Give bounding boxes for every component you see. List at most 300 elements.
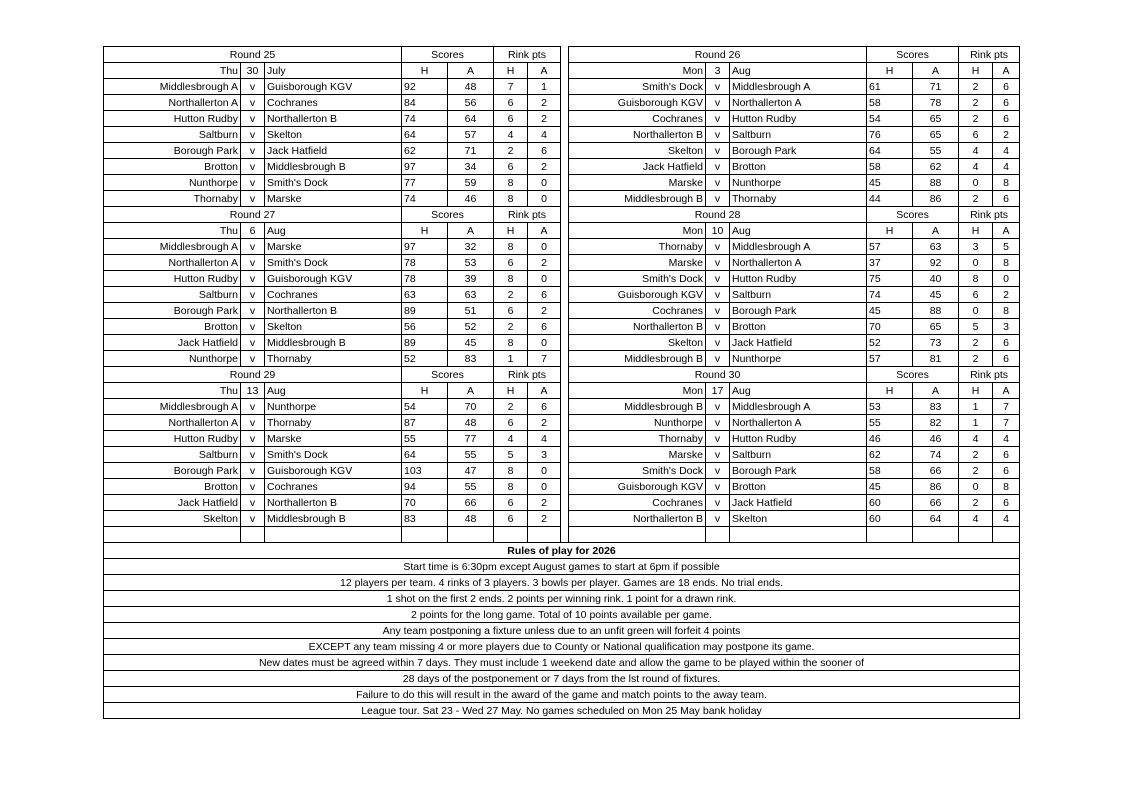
home-team: Brotton [104,159,241,175]
score-away: 88 [913,175,959,191]
round-month: Aug [730,63,867,79]
rink-pts-home: 8 [959,271,993,287]
column-gap [561,335,569,351]
score-away: 63 [913,239,959,255]
home-team: Middlesbrough A [104,399,241,415]
score-away: 82 [913,415,959,431]
score-home: 97 [402,159,448,175]
rink-pts-away: 4 [993,143,1020,159]
score-home: 70 [402,495,448,511]
rink-pts-away: 6 [993,111,1020,127]
blank-cell [913,527,959,543]
rink-pts-header: Rink pts [494,207,561,223]
score-away: 71 [913,79,959,95]
home-team: Brotton [104,319,241,335]
score-home: 62 [867,447,913,463]
away-team: Guisborough KGV [265,463,402,479]
score-away: 66 [448,495,494,511]
score-home: 64 [402,447,448,463]
away-team: Brotton [730,479,867,495]
away-team: Saltburn [730,127,867,143]
rink-pts-home: 6 [494,495,528,511]
score-away: 53 [448,255,494,271]
score-home: 46 [867,431,913,447]
rink-pts-home: 2 [959,111,993,127]
versus-separator: v [241,303,265,319]
column-gap [561,319,569,335]
home-team: Marske [569,255,706,271]
score-away: 55 [448,479,494,495]
column-gap [561,479,569,495]
score-home: 70 [867,319,913,335]
rink-pts-home: 8 [494,463,528,479]
rule-line: 2 points for the long game. Total of 10 points available per game. [104,607,1020,623]
away-team: Smith's Dock [265,175,402,191]
score-home: 60 [867,511,913,527]
away-team: Jack Hatfield [265,143,402,159]
rink-pts-home: 2 [494,319,528,335]
round-title: Round 30 [569,367,867,383]
rink-h-header: H [494,223,528,239]
rink-pts-home: 1 [959,415,993,431]
score-away: 71 [448,143,494,159]
scores-h-header: H [867,63,913,79]
rink-pts-home: 2 [959,495,993,511]
score-away: 66 [913,463,959,479]
rink-pts-home: 4 [959,511,993,527]
table-row [104,319,1020,335]
home-team: Jack Hatfield [569,159,706,175]
score-home: 83 [402,511,448,527]
rink-pts-away: 2 [528,495,561,511]
scores-a-header: A [448,63,494,79]
rink-pts-away: 7 [993,415,1020,431]
versus-separator: v [706,111,730,127]
rink-pts-home: 6 [494,511,528,527]
rink-pts-away: 6 [528,319,561,335]
rink-pts-away: 2 [528,255,561,271]
versus-separator: v [241,239,265,255]
versus-separator: v [706,447,730,463]
away-team: Nunthorpe [265,399,402,415]
score-away: 48 [448,79,494,95]
round-month: July [265,63,402,79]
column-gap [561,127,569,143]
away-team: Northallerton B [265,111,402,127]
away-team: Marske [265,239,402,255]
rink-pts-away: 6 [993,79,1020,95]
home-team: Marske [569,175,706,191]
score-home: 64 [402,127,448,143]
score-away: 48 [448,415,494,431]
fixtures-table [103,46,1020,719]
rule-line: New dates must be agreed within 7 days. They must include 1 weekend date and allow the game to be played within the sooner of [104,655,1020,671]
rink-pts-home: 2 [959,79,993,95]
versus-separator: v [241,351,265,367]
rink-a-header: A [528,383,561,399]
column-gap [561,223,569,239]
rink-pts-away: 7 [528,351,561,367]
score-away: 64 [448,111,494,127]
home-team: Northallerton A [104,415,241,431]
home-team: Saltburn [104,447,241,463]
score-away: 63 [448,287,494,303]
home-team: Nunthorpe [569,415,706,431]
home-team: Northallerton A [104,95,241,111]
rink-pts-away: 8 [993,303,1020,319]
rink-pts-home: 8 [494,479,528,495]
table-row [104,239,1020,255]
round-month: Aug [265,383,402,399]
score-home: 53 [867,399,913,415]
rink-pts-away: 6 [528,287,561,303]
table-row [104,463,1020,479]
column-gap [561,495,569,511]
score-away: 46 [448,191,494,207]
rink-pts-away: 6 [528,399,561,415]
round-title: Round 27 [104,207,402,223]
score-home: 58 [867,95,913,111]
rink-pts-home: 0 [959,303,993,319]
versus-separator: v [241,175,265,191]
rule-row [104,623,1020,639]
home-team: Hutton Rudby [104,271,241,287]
rink-pts-away: 8 [993,479,1020,495]
score-away: 51 [448,303,494,319]
scores-header: Scores [867,207,959,223]
rule-line: Any team postponing a fixture unless due to an unfit green will forfeit 4 points [104,623,1020,639]
home-team: Northallerton B [569,511,706,527]
away-team: Guisborough KGV [265,271,402,287]
table-row [104,447,1020,463]
rule-line: EXCEPT any team missing 4 or more players due to County or National qualification may postpone its game. [104,639,1020,655]
score-home: 63 [402,287,448,303]
rink-pts-home: 6 [494,159,528,175]
away-team: Hutton Rudby [730,111,867,127]
round-date: 17 [706,383,730,399]
column-gap [561,447,569,463]
home-team: Cochranes [569,303,706,319]
home-team: Smith's Dock [569,79,706,95]
rules-title-row [104,543,1020,559]
versus-separator: v [241,191,265,207]
home-team: Middlesbrough A [104,239,241,255]
rink-a-header: A [528,63,561,79]
rink-pts-away: 0 [528,479,561,495]
home-team: Thornaby [569,239,706,255]
rink-pts-away: 2 [528,159,561,175]
scores-h-header: H [402,63,448,79]
score-home: 52 [402,351,448,367]
score-away: 57 [448,127,494,143]
score-home: 78 [402,255,448,271]
table-row [104,143,1020,159]
column-gap [561,383,569,399]
away-team: Guisborough KGV [265,79,402,95]
score-away: 81 [913,351,959,367]
table-row [104,399,1020,415]
rink-pts-home: 2 [494,143,528,159]
score-away: 45 [913,287,959,303]
table-row [104,95,1020,111]
score-home: 77 [402,175,448,191]
rink-pts-home: 6 [959,127,993,143]
table-row [104,255,1020,271]
versus-separator: v [241,431,265,447]
home-team: Marske [569,447,706,463]
rule-row [104,575,1020,591]
round-day: Mon [569,63,706,79]
rink-pts-away: 8 [993,255,1020,271]
away-team: Borough Park [730,143,867,159]
rink-pts-home: 0 [959,255,993,271]
away-team: Skelton [265,319,402,335]
scores-a-header: A [913,383,959,399]
versus-separator: v [241,399,265,415]
round-date-row [104,223,1020,239]
column-gap [561,415,569,431]
home-team: Northallerton B [569,127,706,143]
rule-line: 1 shot on the first 2 ends. 2 points per winning rink. 1 point for a drawn rink. [104,591,1020,607]
rink-pts-home: 4 [494,431,528,447]
table-row [104,511,1020,527]
away-team: Borough Park [730,463,867,479]
rink-pts-away: 4 [528,127,561,143]
rink-pts-home: 2 [494,399,528,415]
rink-pts-home: 3 [959,239,993,255]
scores-h-header: H [402,223,448,239]
versus-separator: v [241,463,265,479]
score-away: 65 [913,111,959,127]
rink-pts-home: 4 [959,143,993,159]
versus-separator: v [706,415,730,431]
home-team: Middlesbrough B [569,399,706,415]
versus-separator: v [706,239,730,255]
rink-pts-away: 0 [528,239,561,255]
rule-row [104,671,1020,687]
rink-pts-home: 2 [959,447,993,463]
column-gap [561,239,569,255]
home-team: Brotton [104,479,241,495]
score-home: 92 [402,79,448,95]
versus-separator: v [241,287,265,303]
scores-a-header: A [448,383,494,399]
home-team: Hutton Rudby [104,431,241,447]
score-away: 86 [913,191,959,207]
rule-row [104,591,1020,607]
rink-pts-away: 2 [528,511,561,527]
away-team: Jack Hatfield [730,335,867,351]
versus-separator: v [706,287,730,303]
blank-cell [494,527,528,543]
score-home: 44 [867,191,913,207]
versus-separator: v [241,143,265,159]
home-team: Jack Hatfield [104,335,241,351]
round-date: 10 [706,223,730,239]
rule-line: 12 players per team. 4 rinks of 3 players. 3 bowls per player. Games are 18 ends. No trial ends. [104,575,1020,591]
versus-separator: v [706,271,730,287]
versus-separator: v [706,159,730,175]
round-day: Thu [104,383,241,399]
away-team: Cochranes [265,287,402,303]
away-team: Skelton [265,127,402,143]
score-home: 64 [867,143,913,159]
scores-h-header: H [867,383,913,399]
away-team: Middlesbrough A [730,239,867,255]
score-home: 89 [402,335,448,351]
versus-separator: v [241,271,265,287]
away-team: Northallerton B [265,303,402,319]
table-row [104,495,1020,511]
away-team: Marske [265,431,402,447]
home-team: Skelton [569,143,706,159]
table-row [104,303,1020,319]
versus-separator: v [241,79,265,95]
score-home: 37 [867,255,913,271]
versus-separator: v [706,479,730,495]
versus-separator: v [706,143,730,159]
score-away: 78 [913,95,959,111]
away-team: Jack Hatfield [730,495,867,511]
rink-pts-away: 4 [993,511,1020,527]
home-team: Guisborough KGV [569,287,706,303]
versus-separator: v [241,111,265,127]
versus-separator: v [706,399,730,415]
score-away: 59 [448,175,494,191]
away-team: Northallerton B [265,495,402,511]
away-team: Saltburn [730,447,867,463]
rink-pts-home: 0 [959,479,993,495]
versus-separator: v [241,127,265,143]
score-away: 65 [913,319,959,335]
score-home: 87 [402,415,448,431]
score-home: 52 [867,335,913,351]
table-row [104,79,1020,95]
column-gap [561,159,569,175]
rink-pts-home: 6 [494,303,528,319]
round-date: 30 [241,63,265,79]
home-team: Cochranes [569,111,706,127]
rink-pts-away: 2 [528,111,561,127]
rink-pts-away: 6 [993,351,1020,367]
score-away: 65 [913,127,959,143]
versus-separator: v [241,511,265,527]
column-gap [561,463,569,479]
rink-pts-home: 2 [959,335,993,351]
score-away: 86 [913,479,959,495]
versus-separator: v [706,127,730,143]
rink-pts-header: Rink pts [959,207,1020,223]
rink-pts-away: 6 [993,495,1020,511]
round-date-row [104,383,1020,399]
rule-line: League tour. Sat 23 - Wed 27 May. No games scheduled on Mon 25 May bank holiday [104,703,1020,719]
scores-header: Scores [867,367,959,383]
column-gap [561,95,569,111]
rink-pts-away: 0 [528,335,561,351]
rink-pts-home: 2 [959,95,993,111]
column-gap [561,255,569,271]
away-team: Brotton [730,159,867,175]
score-home: 103 [402,463,448,479]
score-home: 78 [402,271,448,287]
score-away: 62 [913,159,959,175]
rink-pts-home: 2 [959,191,993,207]
score-home: 54 [402,399,448,415]
home-team: Thornaby [104,191,241,207]
score-home: 97 [402,239,448,255]
rink-pts-away: 6 [993,447,1020,463]
column-gap [561,111,569,127]
away-team: Middlesbrough B [265,511,402,527]
rink-pts-home: 5 [959,319,993,335]
rink-a-header: A [993,223,1020,239]
score-home: 58 [867,159,913,175]
versus-separator: v [241,255,265,271]
column-gap [561,143,569,159]
rink-h-header: H [959,223,993,239]
home-team: Middlesbrough B [569,191,706,207]
score-home: 62 [402,143,448,159]
rink-pts-home: 8 [494,239,528,255]
score-away: 45 [448,335,494,351]
rink-pts-away: 0 [528,175,561,191]
round-title-row [104,47,1020,63]
rink-pts-header: Rink pts [494,367,561,383]
away-team: Hutton Rudby [730,271,867,287]
scores-h-header: H [402,383,448,399]
rink-h-header: H [959,383,993,399]
blank-cell [569,527,706,543]
rink-pts-away: 7 [993,399,1020,415]
rink-pts-away: 6 [993,335,1020,351]
home-team: Smith's Dock [569,271,706,287]
versus-separator: v [706,463,730,479]
rink-pts-away: 2 [993,287,1020,303]
table-row [104,191,1020,207]
rule-line: Failure to do this will result in the award of the game and match points to the away team. [104,687,1020,703]
rink-pts-away: 6 [993,463,1020,479]
rink-pts-away: 3 [993,319,1020,335]
rink-pts-home: 2 [494,287,528,303]
column-gap [561,79,569,95]
score-home: 74 [402,191,448,207]
score-away: 92 [913,255,959,271]
home-team: Jack Hatfield [104,495,241,511]
rule-row [104,703,1020,719]
home-team: Northallerton A [104,255,241,271]
away-team: Northallerton A [730,95,867,111]
rink-pts-away: 0 [993,271,1020,287]
blank-cell [867,527,913,543]
round-day: Thu [104,63,241,79]
home-team: Hutton Rudby [104,111,241,127]
away-team: Smith's Dock [265,255,402,271]
blank-cell [241,527,265,543]
rink-pts-away: 6 [993,95,1020,111]
blank-cell [730,527,867,543]
score-home: 45 [867,303,913,319]
home-team: Guisborough KGV [569,479,706,495]
home-team: Borough Park [104,143,241,159]
versus-separator: v [706,303,730,319]
score-away: 55 [913,143,959,159]
scores-h-header: H [867,223,913,239]
column-gap [561,351,569,367]
versus-separator: v [706,255,730,271]
blank-cell [104,527,241,543]
home-team: Middlesbrough A [104,79,241,95]
versus-separator: v [241,479,265,495]
